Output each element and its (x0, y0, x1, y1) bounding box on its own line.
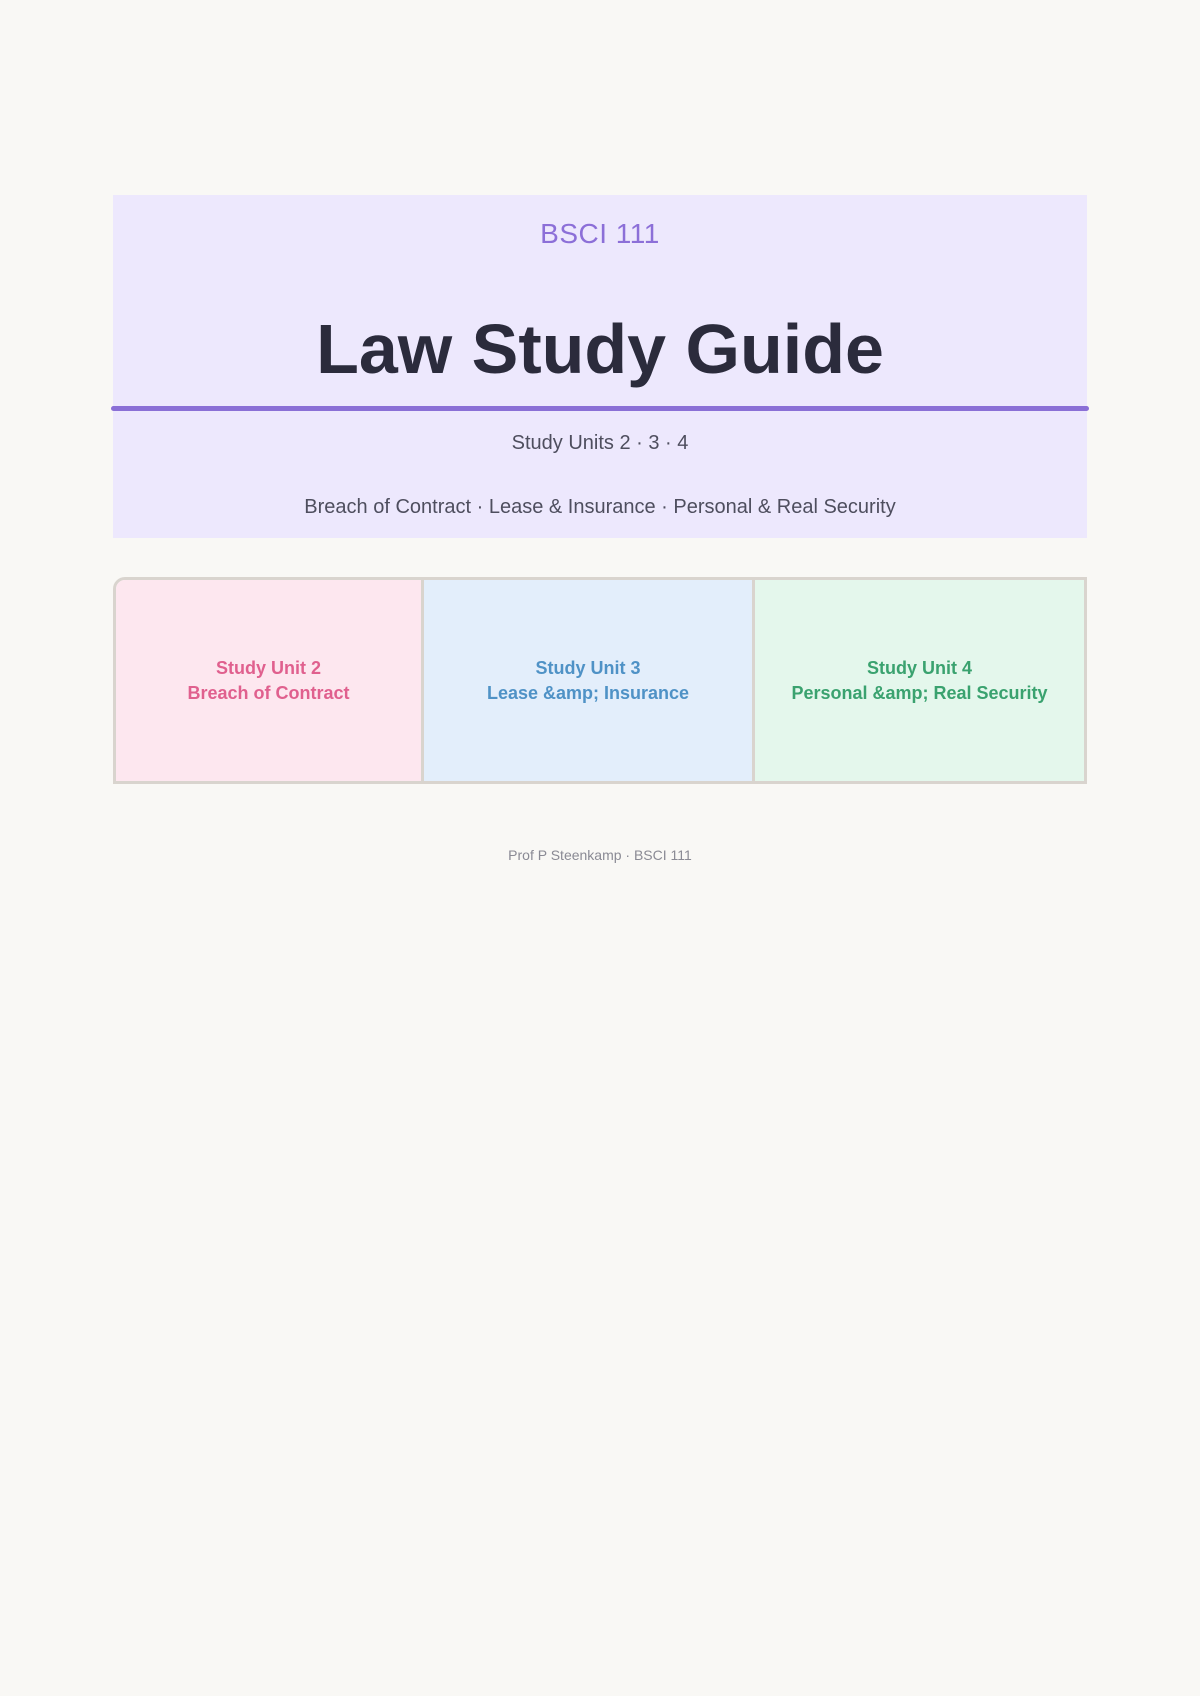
unit-card-4 (755, 580, 1084, 781)
unit-card-subtitle: Personal &amp; Real Security (791, 682, 1048, 703)
course-code: BSCI 111 (540, 218, 660, 249)
study-units-line: Study Units 2 · 3 · 4 (511, 432, 689, 454)
page-title: Law Study Guide (316, 310, 884, 388)
unit-card-heading: Study Unit 2 (215, 657, 321, 678)
unit-card-heading: Study Unit 3 (535, 657, 641, 678)
unit-card-subtitle: Breach of Contract (187, 682, 350, 703)
footer-credit: Prof P Steenkamp · BSCI 111 (508, 847, 692, 863)
title-divider (111, 406, 1089, 411)
topics-line: Breach of Contract · Lease & Insurance · Personal & Real Security (304, 496, 896, 518)
unit-card-subtitle: Lease &amp; Insurance (486, 682, 690, 703)
unit-card-3 (424, 580, 755, 781)
study-units-grid (113, 577, 1087, 784)
unit-card-heading: Study Unit 4 (866, 657, 972, 678)
unit-card-2 (116, 580, 424, 781)
